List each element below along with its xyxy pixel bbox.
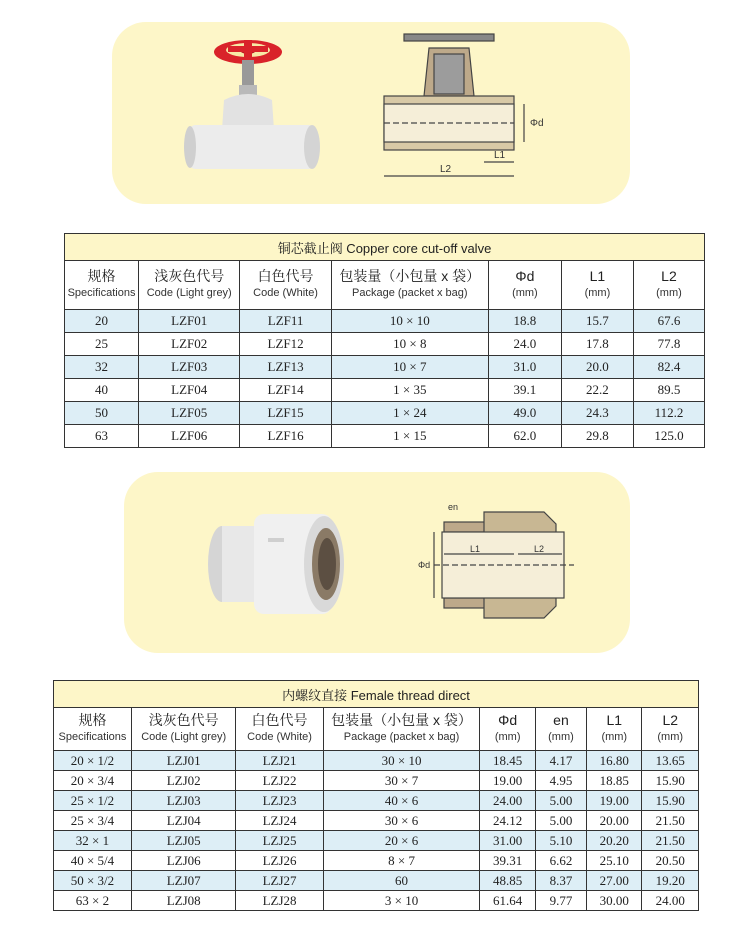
table-cell: 49.0 <box>488 402 561 425</box>
table-cell: LZJ04 <box>131 811 236 831</box>
table-cell: 24.0 <box>488 333 561 356</box>
table-cell: 30.00 <box>587 891 642 911</box>
table-cell: LZF16 <box>240 425 331 448</box>
table-cell: 10 × 7 <box>331 356 488 379</box>
column-header-cn: Φd <box>515 268 535 284</box>
column-header <box>587 708 642 751</box>
table-cell: 32 <box>65 356 139 379</box>
table-cell: 15.90 <box>642 771 699 791</box>
table-cell: 112.2 <box>633 402 704 425</box>
drawing-label-l1: L1 <box>494 150 506 161</box>
column-header-cn: 包装量（小包量 x 袋） <box>331 712 472 728</box>
column-header-en: Specifications <box>67 287 136 299</box>
column-header-cn: 浅灰色代号 <box>154 268 225 284</box>
table-cell: LZF15 <box>240 402 331 425</box>
column-header <box>561 261 633 310</box>
thread-fitting-technical-drawing <box>414 494 584 634</box>
table-cell: LZJ27 <box>236 871 323 891</box>
table-cell: 30 × 7 <box>323 771 480 791</box>
table-cell: LZJ08 <box>131 891 236 911</box>
table-cell: 21.50 <box>642 811 699 831</box>
column-header <box>65 261 139 310</box>
table-cell: LZJ22 <box>236 771 323 791</box>
column-header-cn: L1 <box>606 712 623 728</box>
column-header-cn: 规格 <box>87 268 116 284</box>
table-cell: 89.5 <box>633 379 704 402</box>
spec-table-thread <box>53 680 699 911</box>
table-row <box>65 425 705 448</box>
table-cell: LZJ01 <box>131 751 236 771</box>
table-cell: 39.1 <box>488 379 561 402</box>
column-header-en: (mm) <box>584 287 611 299</box>
table-cell: 19.20 <box>642 871 699 891</box>
table-cell: 18.85 <box>587 771 642 791</box>
column-header-en: (mm) <box>512 287 538 299</box>
table-cell: LZJ24 <box>236 811 323 831</box>
table-cell: 20 × 3/4 <box>54 771 132 791</box>
spec-table-valve <box>64 233 705 448</box>
column-header-cn: Φd <box>498 712 518 728</box>
cut-off-valve-photo <box>182 30 322 195</box>
column-header-en: (mm) <box>601 731 628 743</box>
table-cell: 4.17 <box>535 751 586 771</box>
table-cell: 10 × 10 <box>331 310 488 333</box>
table-cell: LZJ28 <box>236 891 323 911</box>
table-cell: 50 <box>65 402 139 425</box>
table-cell: 29.8 <box>561 425 633 448</box>
table-title: 内螺纹直接 Female thread direct <box>54 681 699 708</box>
table-cell: 20.50 <box>642 851 699 871</box>
table-cell: 3 × 10 <box>323 891 480 911</box>
drawing-label-l2: L2 <box>534 544 545 554</box>
table-cell: 25 <box>65 333 139 356</box>
table-row <box>65 379 705 402</box>
table-cell: 62.0 <box>488 425 561 448</box>
column-header-en: Package (packet x bag) <box>343 731 460 743</box>
table-cell: 20.20 <box>587 831 642 851</box>
column-header-cn: 包装量（小包量 x 袋） <box>339 268 481 284</box>
table-cell: LZF12 <box>240 333 331 356</box>
table-cell: LZJ06 <box>131 851 236 871</box>
column-header-en: (mm) <box>657 731 684 743</box>
table-cell: 19.00 <box>587 791 642 811</box>
female-thread-fitting-photo <box>202 508 352 620</box>
column-header-en: (mm) <box>494 731 521 743</box>
table-cell: 17.8 <box>561 333 633 356</box>
table-cell: 25.10 <box>587 851 642 871</box>
drawing-label-phi: Φd <box>530 118 544 129</box>
table-row <box>54 771 699 791</box>
table-cell: 16.80 <box>587 751 642 771</box>
table-cell: 20.0 <box>561 356 633 379</box>
drawing-label-l2: L2 <box>440 164 452 175</box>
table-cell: LZJ23 <box>236 791 323 811</box>
column-header <box>535 708 586 751</box>
column-header-en: Package (packet x bag) <box>352 287 468 299</box>
drawing-label-phi: Φd <box>418 560 431 570</box>
table-cell: 67.6 <box>633 310 704 333</box>
table-cell: 1 × 24 <box>331 402 488 425</box>
table-cell: 24.12 <box>480 811 535 831</box>
table-cell: 24.00 <box>480 791 535 811</box>
table-cell: 30 × 10 <box>323 751 480 771</box>
table-title: 铜芯截止阀 Copper core cut-off valve <box>65 234 705 261</box>
table-cell: 20.00 <box>587 811 642 831</box>
table-cell: 15.7 <box>561 310 633 333</box>
table-row <box>54 751 699 771</box>
column-header-cn: 浅灰色代号 <box>148 712 219 728</box>
table-row <box>65 310 705 333</box>
table-cell: LZF06 <box>139 425 240 448</box>
table-row <box>54 831 699 851</box>
table-cell: 63 <box>65 425 139 448</box>
column-header-cn: L2 <box>661 268 677 284</box>
table-cell: 25 × 3/4 <box>54 811 132 831</box>
table-cell: 18.8 <box>488 310 561 333</box>
table-cell: 18.45 <box>480 751 535 771</box>
table-cell: LZF14 <box>240 379 331 402</box>
table-cell: 21.50 <box>642 831 699 851</box>
column-header <box>323 708 480 751</box>
column-header-cn: en <box>553 712 569 728</box>
table-cell: 40 × 5/4 <box>54 851 132 871</box>
table-cell: LZF11 <box>240 310 331 333</box>
column-header-en: (mm) <box>656 287 682 299</box>
column-header <box>240 261 331 310</box>
table-cell: 15.90 <box>642 791 699 811</box>
table-cell: 40 <box>65 379 139 402</box>
table-cell: 25 × 1/2 <box>54 791 132 811</box>
table-cell: 125.0 <box>633 425 704 448</box>
column-header-en: Specifications <box>58 731 127 743</box>
column-header <box>139 261 240 310</box>
column-header-en: (mm) <box>548 731 574 743</box>
table-row <box>54 891 699 911</box>
table-cell: 40 × 6 <box>323 791 480 811</box>
column-header-cn: L1 <box>589 268 606 284</box>
table-cell: 20 <box>65 310 139 333</box>
table-cell: LZJ21 <box>236 751 323 771</box>
table-cell: LZJ25 <box>236 831 323 851</box>
table-cell: 5.10 <box>535 831 586 851</box>
table-row <box>54 811 699 831</box>
table-row <box>54 871 699 891</box>
table-cell: 1 × 35 <box>331 379 488 402</box>
column-header <box>54 708 132 751</box>
column-header <box>488 261 561 310</box>
valve-technical-drawing <box>374 26 610 200</box>
table-cell: 24.00 <box>642 891 699 911</box>
table-cell: 24.3 <box>561 402 633 425</box>
table-cell: 31.00 <box>480 831 535 851</box>
drawing-label-en: en <box>448 502 459 512</box>
column-header <box>131 708 236 751</box>
table-cell: 10 × 8 <box>331 333 488 356</box>
column-header <box>480 708 535 751</box>
column-header <box>331 261 488 310</box>
table-cell: 13.65 <box>642 751 699 771</box>
table-cell: 82.4 <box>633 356 704 379</box>
table-cell: 19.00 <box>480 771 535 791</box>
table-cell: 31.0 <box>488 356 561 379</box>
column-header <box>633 261 704 310</box>
table-cell: LZJ02 <box>131 771 236 791</box>
table-cell: 60 <box>323 871 480 891</box>
table-cell: 8 × 7 <box>323 851 480 871</box>
table-cell: LZJ03 <box>131 791 236 811</box>
product-image-panel-thread <box>124 472 630 653</box>
table-cell: 61.64 <box>480 891 535 911</box>
column-header <box>642 708 699 751</box>
column-header <box>236 708 323 751</box>
table-cell: 30 × 6 <box>323 811 480 831</box>
table-cell: 9.77 <box>535 891 586 911</box>
table-cell: 6.62 <box>535 851 586 871</box>
table-cell: 22.2 <box>561 379 633 402</box>
table-cell: LZF05 <box>139 402 240 425</box>
column-header-en: Code (White) <box>247 731 312 743</box>
table-cell: LZF04 <box>139 379 240 402</box>
table-cell: LZJ07 <box>131 871 236 891</box>
table-cell: 50 × 3/2 <box>54 871 132 891</box>
table-cell: 1 × 15 <box>331 425 488 448</box>
table-cell: 39.31 <box>480 851 535 871</box>
column-header-en: Code (Light grey) <box>141 731 227 743</box>
product-image-panel-valve <box>112 22 630 204</box>
column-header-en: Code (Light grey) <box>146 287 232 299</box>
table-cell: LZJ26 <box>236 851 323 871</box>
table-row <box>54 791 699 811</box>
table-cell: LZF03 <box>139 356 240 379</box>
table-cell: 77.8 <box>633 333 704 356</box>
table-cell: 5.00 <box>535 791 586 811</box>
table-cell: LZF01 <box>139 310 240 333</box>
column-header-cn: L2 <box>662 712 679 728</box>
column-header-cn: 白色代号 <box>251 712 308 728</box>
table-row <box>65 356 705 379</box>
table-cell: 4.95 <box>535 771 586 791</box>
drawing-label-l1: L1 <box>470 544 481 554</box>
table-cell: 32 × 1 <box>54 831 132 851</box>
table-cell: LZJ05 <box>131 831 236 851</box>
table-cell: 5.00 <box>535 811 586 831</box>
table-row <box>54 851 699 871</box>
table-cell: 20 × 6 <box>323 831 480 851</box>
column-header-en: Code (White) <box>253 287 318 299</box>
table-cell: LZF13 <box>240 356 331 379</box>
table-cell: LZF02 <box>139 333 240 356</box>
table-cell: 8.37 <box>535 871 586 891</box>
table-row <box>65 333 705 356</box>
table-cell: 20 × 1/2 <box>54 751 132 771</box>
table-row <box>65 402 705 425</box>
column-header-cn: 白色代号 <box>257 268 314 284</box>
table-cell: 48.85 <box>480 871 535 891</box>
table-cell: 63 × 2 <box>54 891 132 911</box>
column-header-cn: 规格 <box>78 712 107 728</box>
table-cell: 27.00 <box>587 871 642 891</box>
